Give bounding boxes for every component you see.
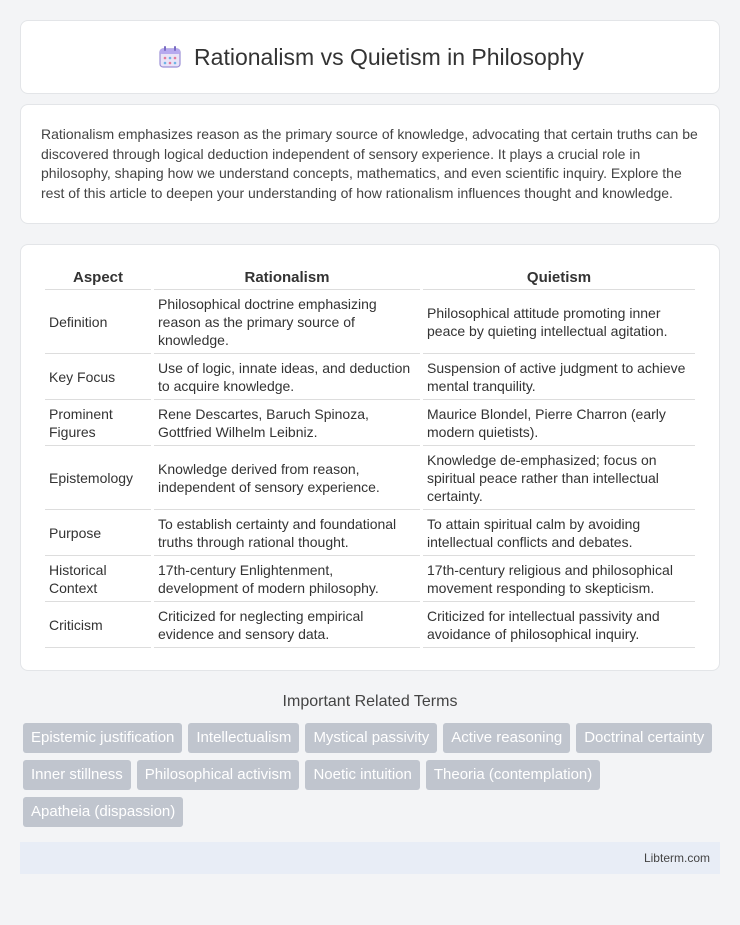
cell-rationalism: Criticized for neglecting empirical evidence and sensory data.	[154, 604, 420, 648]
related-terms-list	[20, 723, 720, 827]
cell-rationalism: Knowledge derived from reason, independent of sensory experience.	[154, 448, 420, 510]
table-row	[45, 402, 695, 446]
cell-quietism: Maurice Blondel, Pierre Charron (early modern quietists).	[423, 402, 695, 446]
comparison-table	[42, 265, 698, 650]
cell-aspect: Key Focus	[45, 356, 151, 400]
header-quietism: Quietism	[423, 267, 695, 290]
cell-rationalism: 17th-century Enlightenment, development of modern philosophy.	[154, 558, 420, 602]
tag-mystical-passivity[interactable]: Mystical passivity	[305, 723, 437, 753]
cell-quietism: Knowledge de-emphasized; focus on spiritual peace rather than intellectual certainty.	[423, 448, 695, 510]
table-row	[45, 356, 695, 400]
cell-aspect: Definition	[45, 292, 151, 354]
title-card	[20, 20, 720, 94]
table-row	[45, 292, 695, 354]
header-aspect: Aspect	[45, 267, 151, 290]
table-row	[45, 558, 695, 602]
cell-aspect: Historical Context	[45, 558, 151, 602]
tag-doctrinal-certainty[interactable]: Doctrinal certainty	[576, 723, 712, 753]
table-row	[45, 448, 695, 510]
cell-aspect: Purpose	[45, 512, 151, 556]
intro-text: Rationalism emphasizes reason as the primary source of knowledge, advocating that certain truths can be discovered through logical deduction independent of sensory experience. It plays a crucial role in philosophy, shaping how we understand concepts, mathematics, and even scientific inquiry. Explore the rest of this article to deepen your understanding of how rationalism influences thought and knowledge.	[41, 126, 698, 201]
footer-site-link[interactable]: Libterm.com	[643, 851, 710, 865]
cell-rationalism: Rene Descartes, Baruch Spinoza, Gottfried Wilhelm Leibniz.	[154, 402, 420, 446]
table-header-row	[45, 267, 695, 290]
cell-aspect: Prominent Figures	[45, 402, 151, 446]
tag-philosophical-activism[interactable]: Philosophical activism	[137, 760, 300, 790]
cell-quietism: Philosophical attitude promoting inner peace by quieting intellectual agitation.	[423, 292, 695, 354]
calendar-icon	[156, 43, 184, 71]
tag-epistemic-justification[interactable]: Epistemic justification	[23, 723, 182, 753]
cell-aspect: Criticism	[45, 604, 151, 648]
comparison-card	[20, 244, 720, 671]
table-row	[45, 512, 695, 556]
header-rationalism: Rationalism	[154, 267, 420, 290]
cell-quietism: Criticized for intellectual passivity and avoidance of philosophical inquiry.	[423, 604, 695, 648]
tag-noetic-intuition[interactable]: Noetic intuition	[305, 760, 419, 790]
table-row	[45, 604, 695, 648]
tag-intellectualism[interactable]: Intellectualism	[188, 723, 299, 753]
footer	[20, 842, 720, 874]
page-title: Rationalism vs Quietism in Philosophy	[194, 43, 584, 70]
tag-theoria[interactable]: Theoria (contemplation)	[426, 760, 600, 790]
tag-apatheia[interactable]: Apatheia (dispassion)	[23, 797, 183, 827]
tag-inner-stillness[interactable]: Inner stillness	[23, 760, 131, 790]
cell-rationalism: To establish certainty and foundational truths through rational thought.	[154, 512, 420, 556]
cell-quietism: 17th-century religious and philosophical movement responding to skepticism.	[423, 558, 695, 602]
cell-rationalism: Use of logic, innate ideas, and deduction to acquire knowledge.	[154, 356, 420, 400]
cell-quietism: Suspension of active judgment to achieve mental tranquility.	[423, 356, 695, 400]
tag-active-reasoning[interactable]: Active reasoning	[443, 723, 570, 753]
cell-quietism: To attain spiritual calm by avoiding intellectual conflicts and debates.	[423, 512, 695, 556]
intro-card	[20, 104, 720, 224]
related-terms-heading: Important Related Terms	[282, 693, 458, 710]
cell-aspect: Epistemology	[45, 448, 151, 510]
cell-rationalism: Philosophical doctrine emphasizing reason as the primary source of knowledge.	[154, 292, 420, 354]
